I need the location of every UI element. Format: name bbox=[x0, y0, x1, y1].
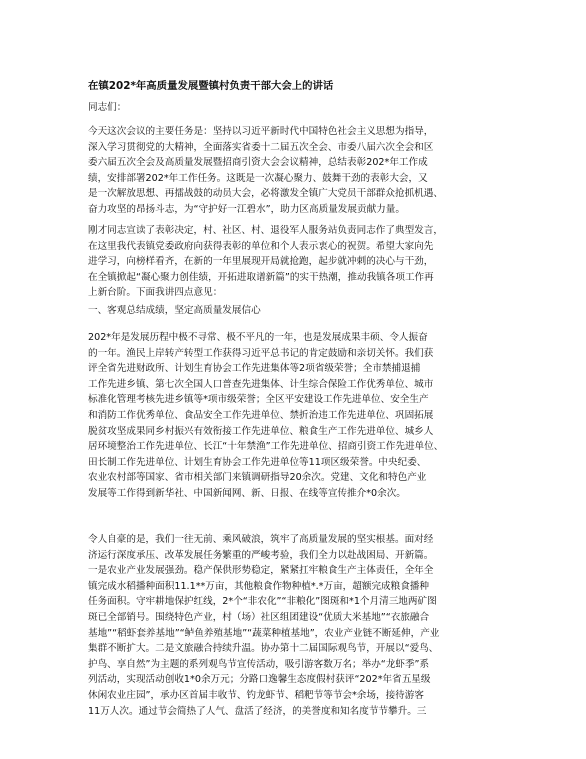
text-line: 绩，安排部署202*年工作任务。这既是一次凝心聚力、鼓舞干劲的表彰大会，又 bbox=[88, 172, 428, 184]
text-line: 202*年是发展历程中极不寻常、极不平凡的一年，也是发展成果丰硕、令人振奋 bbox=[88, 332, 428, 343]
text-line: 发展等工作得到新华社、中国新闻网、新、日报、在线等宣传推介*0余次。 bbox=[88, 487, 406, 499]
text-line: 列活动，实现活动创收1*0余万元；分路口逸馨生态度假村获评“202*年省五星级 bbox=[88, 674, 431, 686]
text-line: 11万人次。通过节会简热了人气、盘活了经济，的美誉度和知名度节节攀升。三 bbox=[88, 705, 427, 717]
text-line: 在这里我代表镇党委政府向获得表彰的单位和个人表示衷心的祝贺。希望大家向先 bbox=[88, 240, 434, 252]
text-line: 是一次解放思想、再擂战鼓的动员大会，必将激发全镇广大党员干部群众抢抓机遇、 bbox=[88, 188, 443, 200]
text-line: 深入学习贯彻党的大精神，全面落实省委十二届五次全会、市委八届六次全会和区 bbox=[88, 141, 434, 153]
text-line: 护鸟、享自然”为主题的系列观鸟节宣传活动，吸引游客数万名；举办“龙虾季”系 bbox=[88, 658, 430, 670]
text-line: 农业农村部等国家、省市相关部门来镇调研指导20余次。党建、文化和特色产业 bbox=[88, 472, 427, 484]
text-line: 济运行深度承压、改革发展任务繁重的严峻考验，我们全力以赴战困局、开新篇。 bbox=[88, 549, 434, 561]
text-line: 今天这次会议的主要任务是：坚持以习近平新时代中国特色社会主义思想为指导， bbox=[88, 126, 434, 137]
text-line: 基地”“稻虾套养基地”“鲈鱼养殖基地”“蔬菜种植基地”，农业产业链不断延伸，产业 bbox=[88, 627, 440, 639]
text-line: 集群不断扩大。二是文旅融合持续升温。协办第十二届国际观鸟节，开展以“爱鸟、 bbox=[88, 643, 439, 655]
section-heading: 一、客观总结成绩，坚定高质量发展信心 bbox=[88, 305, 261, 316]
text-line: 工作先进乡镇、第七次全国人口普查先进集体、计生综合保险工作优秀单位、城市 bbox=[88, 378, 434, 390]
text-line: 奋力攻坚的昂扬斗志，为“守护好一江碧水”，助力区高质量发展贡献力量。 bbox=[88, 203, 405, 215]
greeting: 同志们： bbox=[88, 102, 127, 113]
text-line: 脱贫攻坚成果同乡村振兴有效衔接工作先进单位、粮食生产工作先进单位、城乡人 bbox=[88, 425, 434, 437]
text-line: 令人自豪的是，我们一往无前、乘风破浪，筑牢了高质量发展的坚实根基。面对经 bbox=[88, 534, 434, 545]
text-line: 和消防工作优秀单位、食品安全工作先进单位、禁折治违工作先进单位、巩固拓展 bbox=[88, 409, 434, 421]
text-line: 上新台阶。下面我讲四点意见： bbox=[88, 287, 223, 299]
text-line: 镇完成水稻播种面积11.1**万亩，其他粮食作物种植*.*万亩，超额完成粮食播种 bbox=[88, 580, 430, 592]
text-line: 斑已全部销号。围绕特色产业，村（场）社区组团建设“优质大米基地”“衣旅融合 bbox=[88, 611, 430, 623]
text-line: 一是农业产业发展强劲。稳产保供形势稳定，紧紧扛牢粮食生产主体责任，全年全 bbox=[88, 565, 434, 577]
text-line: 任务面积。守牢耕地保护红线，2*个“非农化”“非粮化”图斑和*1个月清三地两矿图 bbox=[88, 596, 437, 608]
text-line: 委六届五次全会及高质量发展暨招商引资大会会议精神，总结表彰202*年工作成 bbox=[88, 157, 428, 169]
text-line: 的一年。渔民上岸转产转型工作获得习近平总书记的肯定鼓励和亲切关怀。我们获 bbox=[88, 347, 434, 359]
text-line: 在全镇掀起“凝心聚力创佳绩，开拓进取谱新篇”的实干热潮，推动我镇各项工作再 bbox=[88, 271, 434, 283]
document-title: 在镇202*年高质量发展暨镇村负责干部大会上的讲话 bbox=[88, 80, 334, 92]
text-line: 进学习，向榜样看齐，在新的一年里展现开局就抢跑，起步就冲刺的决心与干劲， bbox=[88, 256, 434, 268]
text-line: 刚才同志宣读了表彰决定，村、社区、村、退役军人服务站负责同志作了典型发言， bbox=[88, 225, 443, 236]
text-line: 居环境整治工作先进单位、长江“十年禁渔”工作先进单位、招商引资工作先进单位、 bbox=[88, 441, 444, 453]
paragraph-4 bbox=[88, 532, 500, 719]
text-line: 休闲农业庄园”，承办区首届丰收节、钓龙虾节、稻粑节等节会*余场，接待游客 bbox=[88, 689, 424, 701]
paragraph-2 bbox=[88, 223, 500, 301]
paragraph-3 bbox=[88, 330, 500, 502]
text-line: 标准化管理考核先进乡镇等*项市级荣誉；全区平安建设工作先进单位、安全生产 bbox=[88, 394, 429, 406]
text-line: 田长制工作先进单位、计划生育协会工作先进单位等11项区级荣誉。中央纪委、 bbox=[88, 456, 427, 468]
paragraph-1 bbox=[88, 124, 500, 218]
text-line: 评全省先进财政所、计划生育协会工作先进集体等2项省级荣誉；全市禁捕退捕 bbox=[88, 363, 421, 375]
